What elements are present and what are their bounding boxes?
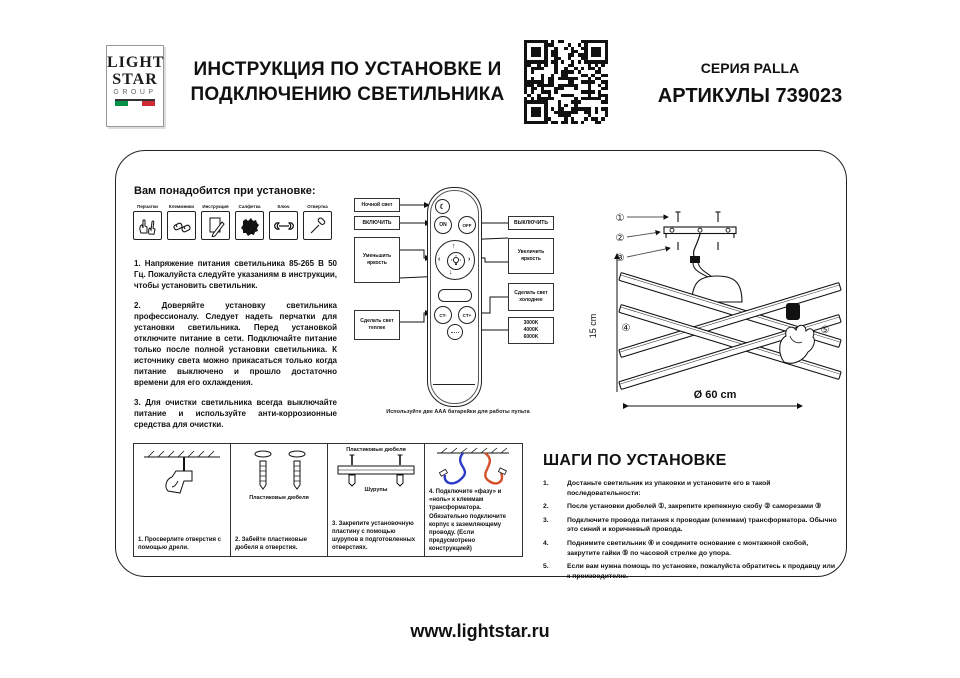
note-3: 3. Для очистки светильника всегда выключайте питание и используйте анти-коррозионные средства для очистки. bbox=[134, 398, 337, 430]
height-dimension: 15 cm bbox=[588, 313, 598, 339]
hand-remote-icon bbox=[786, 303, 800, 320]
page-title bbox=[175, 57, 520, 107]
label-cold-light: Сделать свет холоднее bbox=[508, 283, 554, 311]
qr-code bbox=[524, 40, 608, 124]
red-wire bbox=[485, 453, 502, 483]
series-label: СЕРИЯ PALLA bbox=[700, 60, 800, 76]
title-line2: ПОДКЛЮЧЕНИЮ СВЕТИЛЬНИКА bbox=[190, 84, 505, 105]
on-button: ON bbox=[434, 216, 452, 234]
ct-minus-button: CT- bbox=[434, 306, 452, 324]
drill-icon bbox=[138, 447, 226, 505]
temp-6000k: 6000K bbox=[523, 333, 539, 340]
battery-note: Используйте две ААА батарейки для работы пульта bbox=[386, 409, 530, 415]
tool-gloves: Перчатки bbox=[133, 204, 162, 240]
panel3-label-bottom: Шурупы bbox=[364, 487, 388, 493]
label-warm-light: Сделать свет теплее bbox=[354, 310, 400, 340]
website-url: www.lightstar.ru bbox=[410, 621, 550, 641]
off-button: OFF bbox=[458, 216, 476, 234]
safety-notes bbox=[134, 258, 337, 439]
panel-dowels bbox=[231, 444, 328, 556]
panel-drill bbox=[134, 444, 231, 556]
panel1-caption: 1. Просверлите отверстия с помощью дрели. bbox=[138, 536, 222, 551]
label-turn-off: ВЫКЛЮЧИТЬ bbox=[508, 216, 554, 230]
tools-row bbox=[133, 204, 337, 240]
remote-display bbox=[438, 289, 472, 302]
tiny-print bbox=[451, 332, 459, 333]
tool-screwdriver: Отвертка bbox=[303, 204, 332, 240]
panel-plate bbox=[328, 444, 425, 556]
callout-5: ⑤ bbox=[820, 325, 830, 336]
night-light-button bbox=[435, 199, 450, 214]
callout-3: ③ bbox=[615, 253, 625, 264]
napkin-icon bbox=[239, 215, 261, 237]
mounting-plate-icon bbox=[332, 453, 420, 487]
installation-panels bbox=[133, 443, 523, 557]
label-increase-brightness: Увеличить яркость bbox=[508, 238, 554, 274]
wires-icon bbox=[429, 447, 517, 493]
requirements-heading: Вам понадобится при установке: bbox=[134, 185, 316, 197]
arrow-down-icon: ↓ bbox=[449, 269, 453, 276]
tool-napkin: Салфетка bbox=[235, 204, 264, 240]
tool-wrench: Ключ bbox=[269, 204, 298, 240]
remote-bottom-line bbox=[433, 384, 475, 385]
italian-flag-icon bbox=[115, 99, 155, 106]
arrow-right-icon: › bbox=[468, 256, 471, 263]
label-color-temperatures bbox=[508, 317, 554, 344]
gloves-icon bbox=[137, 215, 159, 237]
temp-4000k: 4000K bbox=[523, 327, 539, 334]
callout-2: ② bbox=[615, 233, 625, 244]
label-night-light: Ночной свет bbox=[354, 198, 400, 212]
logo-text-star: STAR bbox=[112, 71, 158, 88]
diameter-dimension: Ø 60 cm bbox=[693, 389, 737, 401]
remote-control bbox=[427, 187, 482, 407]
manual-icon bbox=[205, 215, 227, 237]
label-turn-on: ВКЛЮЧИТЬ bbox=[354, 216, 400, 230]
bulb-icon bbox=[447, 252, 465, 270]
panel-wiring bbox=[425, 444, 522, 556]
dowel-icon bbox=[235, 447, 323, 495]
steps-list bbox=[543, 479, 839, 585]
panel4-caption: 4. Подключите «фазу» и «ноль» к клеммам трансформатора. Обязательно подключите корпус к заземляющему проводу. (Если предусмотрено конструкцией) bbox=[429, 489, 507, 552]
panel2-label: Пластиковые дюбеля bbox=[249, 495, 309, 501]
logo-text-light: LIGHT bbox=[107, 54, 165, 71]
screwdriver-icon bbox=[307, 215, 329, 237]
tool-terminals: Клеммники bbox=[167, 204, 196, 240]
step-1: 1. Достаньте светильник из упаковки и установите его в такой последовательности: bbox=[543, 480, 771, 497]
temp-3000k: 3000K bbox=[523, 320, 539, 327]
lightstar-logo bbox=[106, 45, 164, 127]
step-2: 2. После установки дюбелей ①, закрепите крепежную скобу ② саморезами ③ bbox=[543, 503, 822, 511]
callout-1: ① bbox=[615, 213, 625, 224]
color-temp-cycle-button bbox=[447, 324, 463, 340]
step-3: 3. Подключите провода питания к проводам (клеммам) трансформатора. Обычно это синий и коричневый провода. bbox=[543, 516, 837, 534]
fixture-diagram bbox=[580, 190, 850, 430]
step-5: 5. Если вам нужна помощь по установке, пожалуйста обратитесь к продавцу или к производителю. bbox=[543, 562, 836, 580]
steps-heading: ШАГИ ПО УСТАНОВКЕ bbox=[543, 452, 727, 469]
tool-manual: Инструкция bbox=[201, 204, 230, 240]
step-4: 4. Поднимите светильник ④ и соедините основание с монтажной скобой, закрутите гайки ⑤ по часовой стрелке до упора. bbox=[543, 539, 809, 557]
note-2: 2. Доверяйте установку светильника профессионалу. Следует надеть перчатки для установки светильника. Перед установкой отключите питание в сети. Подключайте питание только после полной установки светильника. К источнику света можно прикасаться только когда питание выключено и прошло достаточно времени для его охлаждения. bbox=[134, 301, 337, 388]
logo-text-group: GROUP bbox=[113, 89, 157, 96]
panel3-label-top: Пластиковые дюбеля bbox=[346, 447, 406, 453]
wrench-icon bbox=[273, 215, 295, 237]
blue-wire bbox=[445, 453, 465, 483]
arrow-left-icon: ‹ bbox=[438, 256, 441, 263]
callout-4: ④ bbox=[621, 323, 631, 334]
article-number: АРТИКУЛЫ 739023 bbox=[657, 85, 843, 107]
brightness-pad bbox=[435, 240, 475, 280]
label-dim-brightness: Уменьшить яркость bbox=[354, 237, 400, 283]
panel2-caption: 2. Забейте пластиковые дюбеля в отверстия. bbox=[235, 536, 307, 551]
panel3-caption: 3. Закрепите установочную пластину с помощью шурупов в подготовленных отверстиях. bbox=[332, 520, 416, 551]
terminal-blocks-icon bbox=[171, 215, 193, 237]
title-line1: ИНСТРУКЦИЯ ПО УСТАНОВКЕ И bbox=[193, 59, 502, 80]
note-1: 1. Напряжение питания светильника 85-265 В 50 Гц. Пожалуйста следуйте указаниям в инструкции, чтобы установить светильник. bbox=[134, 259, 337, 291]
moon-icon: ☾ bbox=[439, 203, 446, 211]
arrow-up-icon: ↑ bbox=[452, 243, 456, 250]
ct-plus-button: CT+ bbox=[458, 306, 476, 324]
